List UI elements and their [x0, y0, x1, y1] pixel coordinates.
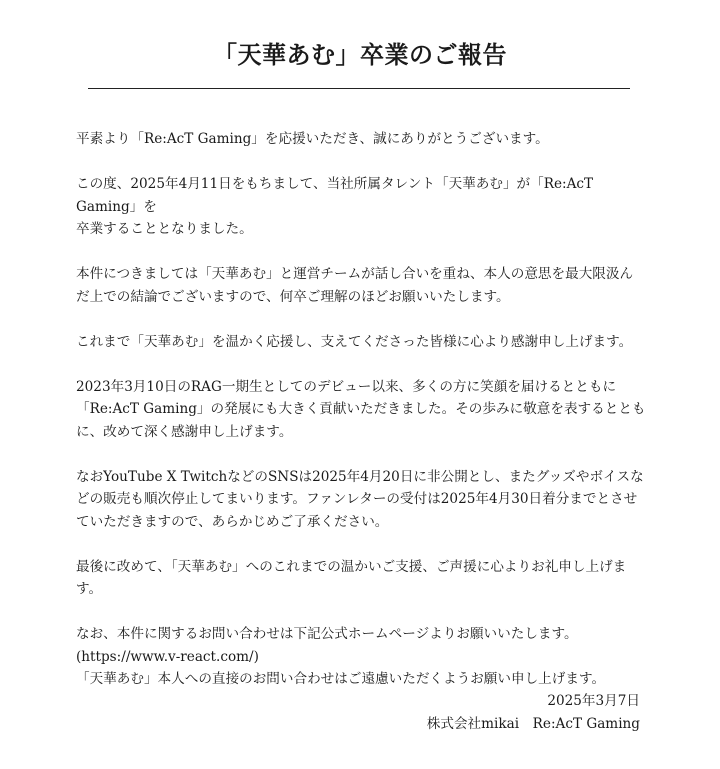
signature-block [427, 690, 640, 735]
text-line: 2023年3月10日のRAG一期生としてのデビュー以来、多くの方に笑顔を届けるとともに [76, 378, 617, 395]
paragraph-inquiries [76, 623, 646, 691]
text-line: 「天華あむ」本人への直接のお問い合わせはご遠慮いただくようお願い申し上げます。 [76, 671, 606, 687]
text-line: どの販売も順次停止してまいります。ファンレターの受付は2025年4月30日着分までとさせ [76, 491, 638, 507]
text-line: に、改めて深く感謝申し上げます。 [76, 423, 293, 440]
homepage-url: (https://www.v-react.com/) [76, 648, 259, 665]
paragraph-closing-thanks [76, 556, 646, 601]
text-line: この度、2025年4月11日をもちまして、当社所属タレント「天華あむ」が「Re:AcT Gaming」を [76, 176, 594, 215]
announcement-body [76, 128, 646, 691]
title-divider [88, 88, 630, 89]
text-line: ていただきますので、あらかじめご了承ください。 [76, 513, 389, 530]
paragraph-greeting [76, 128, 646, 151]
text-line: なおYouTube X TwitchなどのSNSは2025年4月20日に非公開とし、またグッズやボイスな [76, 468, 644, 485]
paragraph-thanks-fans [76, 331, 646, 354]
signature-date: 2025年3月7日 [547, 693, 640, 709]
page-title: 「天華あむ」卒業のご報告 [213, 41, 507, 69]
text-line: す。 [76, 581, 103, 597]
text-line: 本件につきましては「天華あむ」と運営チームが話し合いを重ね、本人の意思を最大限汲ん [76, 266, 634, 282]
text-line: なお、本件に関するお問い合わせは下記公式ホームページよりお願いいたします。 [76, 626, 578, 642]
text-line: 卒業することとなりました。 [76, 221, 253, 237]
text-line: だ上での結論でございますので、何卒ご理解のほどお願いいたします。 [76, 288, 510, 305]
paragraph-graduation-date [76, 173, 646, 241]
paragraph-debut-history [76, 376, 646, 444]
paragraph-sns-goods [76, 466, 646, 534]
text-line: 最後に改めて、「天華あむ」へのこれまでの温かいご支援、ご声援に心よりお礼申し上げま [76, 558, 627, 575]
paragraph-decision [76, 263, 646, 308]
text-line: 平素より「Re:AcT Gaming」を応援いただき、誠にありがとうございます。 [76, 131, 549, 147]
signature-company: 株式会社mikai Re:AcT Gaming [426, 715, 640, 732]
text-line: 「Re:AcT Gaming」の発展にも大きく貢献いただきました。その歩みに敬意を表するととも [76, 401, 646, 417]
text-line: これまで「天華あむ」を温かく応援し、支えてくださった皆様に心より感謝申し上げます。 [76, 333, 633, 350]
